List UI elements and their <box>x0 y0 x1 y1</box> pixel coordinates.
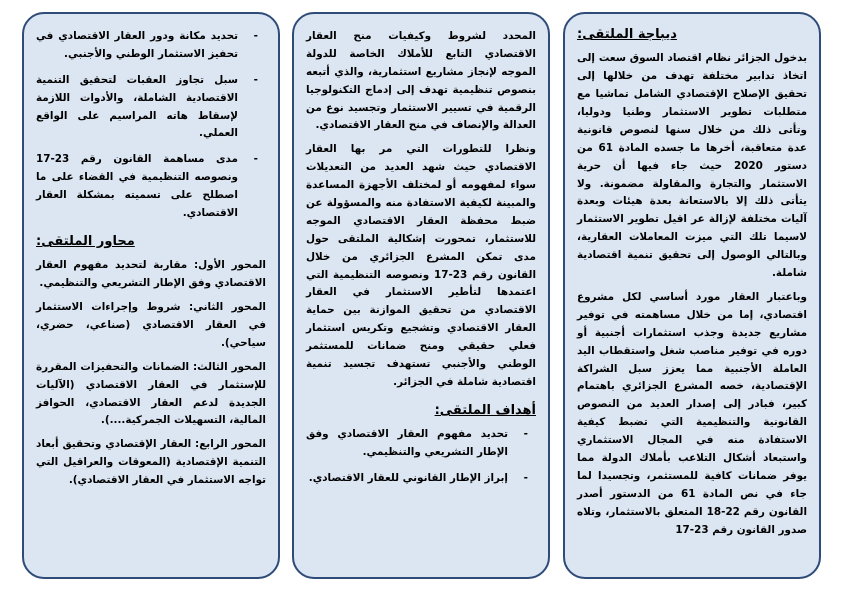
axes-heading: محاور الملتقى: <box>36 233 135 249</box>
preamble-heading: ديباجة الملتقى: <box>577 27 677 42</box>
axis-item: المحور الرابع: العقار الإقتصادي وتحقيق أبعاد التنمية الإقتصادية (المعوقات والعراقيل التي تواجه الاستثمار في العقار الاقتصادي). <box>36 438 266 487</box>
objective-item: - تحديد مفهوم العقار الاقتصادي وفق الإطار التشريعي والتنظيمي. <box>306 426 536 462</box>
axes-panel <box>22 12 280 579</box>
continuation-paragraph-1: المحدد لشروط وكيفيات منح العقار الاقتصادي التابع للأملاك الخاصة للدولة الموجه لإنجاز مشاريع استثمارية، والذي أتبعه بنصوص تنظيمية تهدف إلى إدماج التكنولوجيا الرقمية في تسيير الاستثمار وتجسيد نوع من العدالة والإنصاف في منح العقار الاقتصادي. <box>306 30 536 132</box>
preamble-panel <box>563 12 821 579</box>
axis-item: المحور الأول: مقاربة لتحديد مفهوم العقار الاقتصادي وفق الإطار التشريعي والتنظيمي. <box>36 259 266 290</box>
objective-item: - سبل تجاوز العقبات لتحقيق التنمية الاقتصادية الشاملة، والأدوات اللازمة لإسقاط هاته المراسيم على الواقع العملي. <box>36 72 266 144</box>
objectives-list-continued <box>36 28 266 223</box>
objectives-heading: أهداف الملتقى: <box>434 402 536 418</box>
preamble-paragraph-1: بدخول الجزائر نظام اقتصاد السوق سعت إلى اتخاذ تدابير مختلفة تهدف من خلالها إلى تحقيق الإصلاح الإقتصادي الشامل تماشيا مع متطلبات تطوير الاستثمار وطنيا ودوليا، وتأتى ذلك من خلال سنها لنصوص قانونية عدة متعاقبة، أخرها ما جسده المادة 61 من دستور 2020 حيث جاء فيها أن حرية الاستثمار والتجارة والمقاولة مضمونة. ولا يتأتى ذلك إلا بالاستعانة بعدة هيئات وبعدة آليات مختلفة لإزالة عر اقيل تطوير الاستثمار لاسيما تلك التي ميزت المعاملات العقارية، وبالتالي الوصول إلى تحقيق تنمية اقتصادية شاملة. <box>577 52 808 280</box>
objectives-list <box>306 426 536 488</box>
axis-item: المحور الثاني: شروط وإجراءات الاستثمار في العقار الاقتصادي (صناعي، حضري، سياحي). <box>36 301 266 349</box>
objective-item: - تحديد مكانة ودور العقار الاقتصادي في تحفيز الاستثمار الوطني والأجنبي. <box>36 28 266 64</box>
problem-objectives-panel <box>292 12 550 579</box>
objective-item: - مدى مساهمة القانون رقم 23-17 ونصوصه التنظيمية في القضاء على ما اصطلح على تسميته بمشكلة العقار الاقتصادي. <box>36 151 266 223</box>
preamble-paragraph-2: وباعتبار العقار مورد أساسي لكل مشروع اقتصادي، إما من خلال مساهمته في توفير مشاريع جديدة وجذب استثمارات أجنبية أو دوره في توفير مناصب شغل واستقطاب اليد العاملة الأجنبية مما يعزز سبل الشراكة الإقتصادية، خصه المشرع الجزائري باهتمام كبير، فبادر إلى إصدار العديد من النصوص القانونية والتنظيمية التي تضبط كيفية الاستفادة منه في المجال الاستثماري واستبعاد أشكال التلاعب بأملاك الدولة مما يوفر ضمانات كافية للمستثمر، وتجسيدا لما جاء في نص المادة 61 من الدستور أصدر القانون رقم 22-18 المتعلق بالاستثمار، وتلاه صدور القانون رقم 23-17 <box>577 290 808 536</box>
problem-statement-paragraph: ونظرا للتطورات التي مر بها العقار الاقتصادي حيث شهد العديد من التعديلات سواء لمفهومه أو لمختلف الأجهزة المساعدة والمبينة لكيفية الاستفادة منه والمسؤولة عن ضبط محفظة العقار الاقتصادي الموجه للاستثمار، تمحورت إشكالية الملتقى حول مدى تمكن المشرع الجزائري من خلال القانون رقم 23-17 ونصوصه التنظيمية التي اعتمدها لتأطير الاستثمار في العقار الاقتصادي من تحقيق الموازنة بين حماية العقار الاقتصادي وتشجيع وتكريس استثمار فعلي حقيقي ومنح ضمانات للمستثمر الوطني والأجنبي تستهدف تجسيد تنمية اقتصادية شاملة في الجزائر. <box>306 143 536 388</box>
axis-item: المحور الثالث: الضمانات والتحفيزات المقررة للإستثمار في العقار الاقتصادي (الآليات الجديدة لدعم العقار الاقتصادي، الحوافز المالية، التسهيلات الجمركية....). <box>36 360 266 427</box>
objective-item: - إبراز الإطار القانوني للعقار الاقتصادي. <box>306 470 536 488</box>
